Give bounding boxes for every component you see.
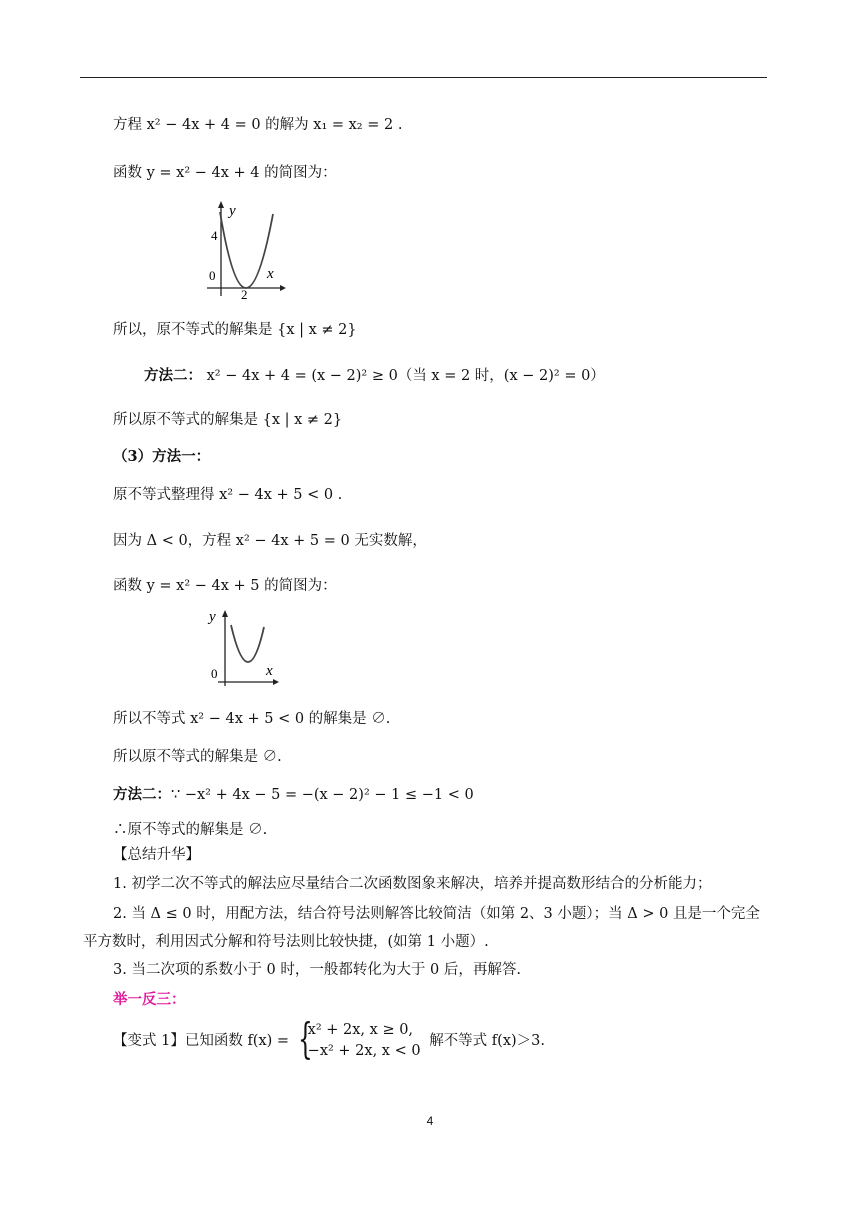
variant-1-suffix: 解不等式 f(x)＞3. bbox=[429, 1033, 545, 1049]
solution-set-line-2: 所以原不等式的解集是 {x | x ≠ 2} bbox=[113, 412, 343, 428]
variant-1-problem bbox=[113, 1014, 545, 1063]
summary-heading: 【总结升华】 bbox=[113, 847, 200, 863]
x-axis-label: x bbox=[267, 266, 274, 282]
equation-solution-line: 方程 x² − 4x + 4 = 0 的解为 x₁ = x₂ = 2 . bbox=[113, 117, 403, 133]
piecewise-case-2: −x² + 2x, x < 0 bbox=[307, 1043, 421, 1059]
x-axis-arrow bbox=[273, 679, 279, 685]
variant-1-prefix: 【变式 1】已知函数 f(x) = bbox=[113, 1033, 290, 1049]
x-tick-label: 2 bbox=[241, 287, 248, 300]
solution-set-line-3: 所以不等式 x² − 4x + 5 < 0 的解集是 ∅. bbox=[113, 711, 391, 727]
y-axis-arrow bbox=[222, 610, 228, 617]
piecewise-case-1: x² + 2x, x ≥ 0, bbox=[307, 1022, 414, 1038]
practice-heading: 举一反三： bbox=[113, 991, 186, 1008]
summary-item-2: 2. 当 Δ ≤ 0 时，用配方法，结合符号法则解答比较简洁（如第 2、3 小题）；当 Δ > 0 且是一个完全 bbox=[113, 906, 760, 922]
inequality-rearranged-line: 原不等式整理得 x² − 4x + 5 < 0 . bbox=[113, 487, 343, 503]
method-two-body-2: ∵ −x² + 4x − 5 = −(x − 2)² − 1 ≤ −1 < 0 bbox=[171, 787, 474, 803]
method-two-label-2: 方法二： bbox=[113, 786, 171, 803]
method-two-line-2 bbox=[113, 785, 474, 805]
x-axis-label: x bbox=[266, 663, 273, 679]
solution-set-line-1: 所以，原不等式的解集是 {x | x ≠ 2} bbox=[113, 322, 357, 338]
method-two-line bbox=[144, 366, 605, 386]
page-number: 4 bbox=[426, 1114, 434, 1128]
x-axis-arrow bbox=[280, 285, 286, 291]
function-graph-intro-1: 函数 y = x² − 4x + 4 的简图为： bbox=[113, 165, 337, 181]
discriminant-line: 因为 Δ < 0，方程 x² − 4x + 5 = 0 无实数解， bbox=[113, 533, 427, 549]
function-graph-intro-2: 函数 y = x² − 4x + 5 的简图为： bbox=[113, 578, 337, 594]
piecewise-function bbox=[297, 1014, 421, 1063]
part-3-method-one-heading: （3）方法一： bbox=[113, 448, 211, 465]
parabola-curve bbox=[220, 212, 273, 288]
y-axis-arrow bbox=[218, 201, 224, 208]
solution-set-line-5: ∴原不等式的解集是 ∅. bbox=[113, 822, 268, 838]
parabola-graph-2 bbox=[200, 605, 282, 689]
summary-item-1: 1. 初学二次不等式的解法应尽量结合二次函数图象来解决，培养并提高数形结合的分析能力； bbox=[113, 876, 712, 892]
origin-label: 0 bbox=[209, 268, 216, 283]
y-axis-label: y bbox=[229, 203, 236, 219]
piecewise-brace: { bbox=[297, 1014, 313, 1063]
method-two-body: x² − 4x + 4 = (x − 2)² ≥ 0（当 x = 2 时，(x − 2)² = 0） bbox=[202, 368, 605, 384]
method-two-label: 方法二： bbox=[144, 367, 202, 384]
header-rule bbox=[80, 77, 767, 78]
y-tick-label: 4 bbox=[211, 228, 218, 243]
summary-item-2-continued: 平方数时，利用因式分解和符号法则比较快捷，(如第 1 小题）. bbox=[83, 934, 489, 950]
summary-item-3: 3. 当二次项的系数小于 0 时，一般都转化为大于 0 后，再解答. bbox=[113, 962, 521, 978]
parabola-graph-1 bbox=[200, 196, 290, 300]
y-axis-label: y bbox=[209, 609, 216, 625]
origin-label: 0 bbox=[211, 666, 218, 681]
parabola-curve bbox=[231, 625, 264, 662]
solution-set-line-4: 所以原不等式的解集是 ∅. bbox=[113, 749, 282, 765]
